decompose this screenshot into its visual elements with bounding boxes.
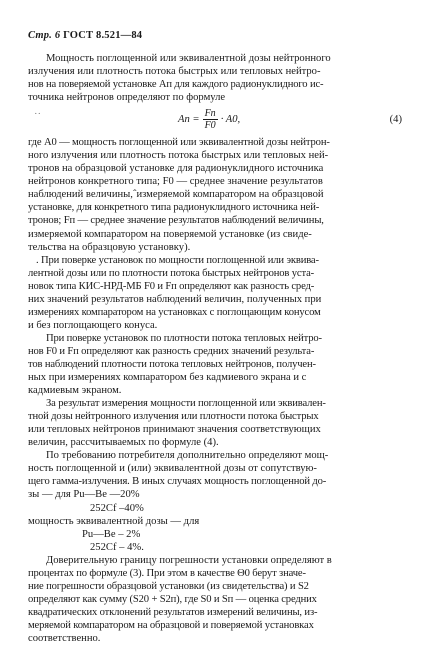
- text-line: нов F0 и Fп определяют как разность средних значений результа-: [28, 345, 315, 357]
- text-line: . При поверке установок по мощности поглощенной или эквива-: [36, 254, 319, 266]
- text-line: или тепловых нейтронов принимают значения соответствующих: [28, 424, 321, 436]
- text-line: точника нейтронов определяют по формуле: [28, 92, 226, 104]
- text-line: ных при измерениях компаратором без кадмиевого экрана и с: [28, 372, 307, 384]
- text-line: При поверке установок по плотности потока тепловых нейтро-: [46, 332, 322, 344]
- text-line: меряемой компаратором на образцовой и поверяемой установках: [28, 619, 314, 631]
- text-line: нов на поверяемой установке Aп для каждого радионуклидного ис-: [28, 79, 324, 91]
- equation-number: (4): [389, 114, 402, 126]
- body-text: [28, 52, 404, 645]
- formula-rhs: · A0,: [220, 114, 241, 126]
- page-number: Стр. 6: [28, 30, 61, 41]
- text-line: тной дозы нейтронного излучения или плотности потока быстрых: [28, 411, 319, 423]
- formula-body: [178, 108, 240, 131]
- text-line: и без поглощающего конуса.: [28, 319, 158, 331]
- text-line: ность поглощенной и (или) эквивалентной дозы от сопутствую-: [28, 463, 317, 475]
- side-mark: ˙˙: [34, 112, 42, 124]
- text-line: наблюдений величины,ˆизмеряемой компаратором на образцовой: [28, 189, 324, 201]
- text-line: ние погрешности образцовой установки (из свидетельства) и S2: [28, 580, 309, 592]
- equivalent-dose-heading: мощность эквивалентной дозы — для: [28, 515, 200, 527]
- eq-dose-row-cf: 252Cf – 4%.: [90, 541, 144, 553]
- text-line: измеряемой компаратором на поверяемой установке (из свиде-: [28, 228, 312, 240]
- text-line: определяют как сумму (S20 + S2п), где S0 и Sп — оценка средних: [28, 593, 317, 605]
- formula-lhs: Aп =: [178, 114, 200, 126]
- fraction-numerator: Fп: [204, 108, 216, 120]
- page-header: [28, 29, 142, 42]
- text-line: установке, для конкретного типа радионуклидного источника ней-: [28, 202, 320, 214]
- eq-dose-row-pube: Pu—Be – 2%: [82, 528, 141, 540]
- text-line: щего гамма-излучения. В иных случаях мощность поглощенной до-: [28, 476, 327, 488]
- text-line: Мощность поглощенной или эквивалентной дозы нейтронного: [46, 53, 331, 64]
- text-line: измерениях компаратором на установках с поглощающим конусом: [28, 306, 321, 318]
- text-line: где A0 — мощность поглощенной или эквивалентной дозы нейтрон-: [28, 137, 330, 149]
- text-line: тронов на образцовой установке для радионуклидного источника: [28, 163, 324, 175]
- text-line: Доверительную границу погрешности установки определяют в: [46, 554, 332, 566]
- text-line: новок типа КИС-НРД-МБ F0 и Fп определяют как разность сред-: [28, 280, 315, 292]
- text-line: кадмиевым экраном.: [28, 385, 122, 397]
- text-line: лентной дозы или по плотности потока быстрых нейтронов уста-: [28, 267, 314, 279]
- standard-code: ГОСТ 8.521—84: [63, 30, 143, 41]
- text-line: квадратических отклонений результатов измерений величины, из-: [28, 606, 318, 618]
- text-line: тельства на образцовую установку).: [28, 241, 191, 253]
- dose-row-cf: 252Cf –40%: [90, 502, 144, 514]
- text-line: них значений результатов наблюдений величин, полученных при: [28, 293, 322, 305]
- fraction-denominator: F0: [204, 120, 216, 132]
- text-line: тронов; Fп — среднее значение результатов наблюдений величины,: [28, 215, 324, 227]
- text-line: излучения или плотность потока быстрых или тепловых нейтро-: [28, 66, 321, 78]
- text-line: За результат измерения мощности поглощенной или эквивален-: [46, 398, 326, 410]
- dose-row-pube: зы — для Pu—Be —20%: [28, 489, 140, 501]
- text-line: величин, рассчитываемых по формуле (4).: [28, 437, 219, 449]
- text-line: По требованию потребителя дополнительно определяют мощ-: [46, 450, 329, 462]
- text-line: нейтронов конкретного типа; F0 — среднее значение результатов: [28, 176, 323, 188]
- text-line: соответственно.: [28, 632, 101, 644]
- formula-fraction: [203, 108, 218, 131]
- text-line: тов наблюдений плотности потока тепловых нейтронов, получен-: [28, 358, 316, 370]
- formula-4: [28, 105, 404, 134]
- text-line: процентах по формуле (3). При этом в качестве Θ0 берут значе-: [28, 567, 306, 579]
- text-line: ного излучения или плотность потока быстрых или тепловых ней-: [28, 150, 329, 162]
